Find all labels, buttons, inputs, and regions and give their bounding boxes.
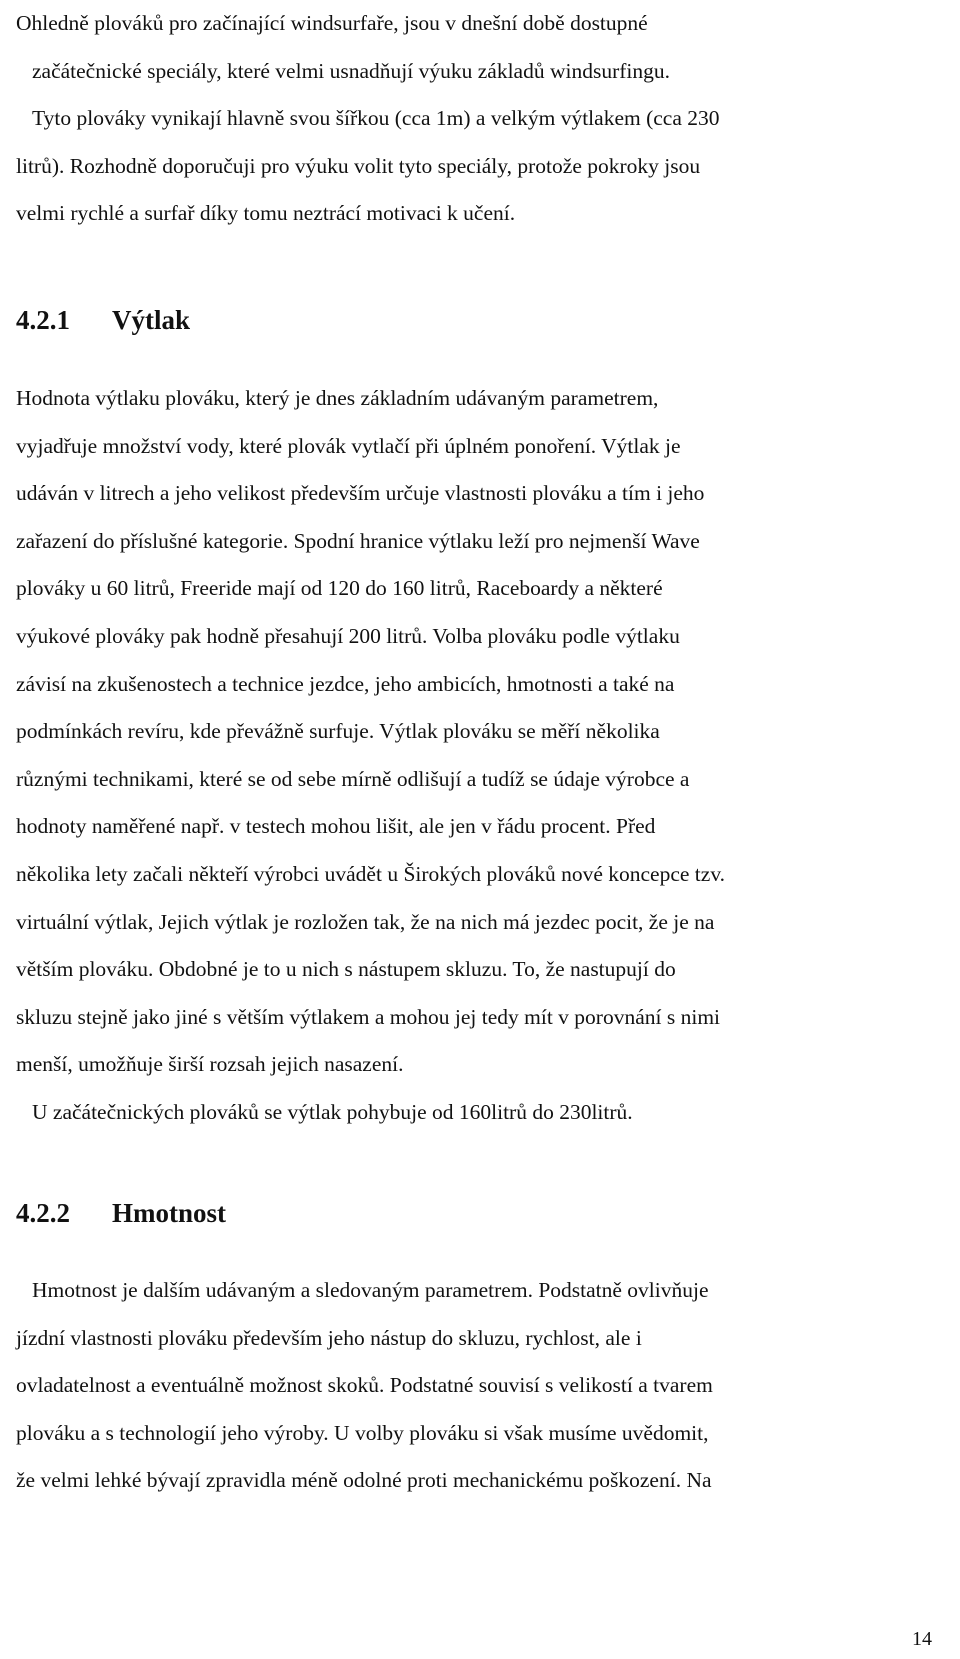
text-line: větším plováku. Obdobné je to u nich s nástupem skluzu. To, že nastupují do <box>16 957 676 982</box>
text-line: jízdní vlastnosti plováku především jeho nástup do skluzu, rychlost, ale i <box>16 1325 642 1350</box>
section-number: 4.2.2 <box>16 1198 70 1228</box>
section-heading-weight <box>16 1198 226 1229</box>
text-line: výukové plováky pak hodně přesahují 200 litrů. Volba plováku podle výtlaku <box>16 623 680 648</box>
text-line: Tyto plováky vynikají hlavně svou šířkou (cca 1m) a velkým výtlakem (cca 230 <box>32 106 720 131</box>
text-line: litrů). Rozhodně doporučuji pro výuku volit tyto speciály, protože pokroky jsou <box>16 153 701 178</box>
text-line: začátečnické speciály, které velmi usnadňují výuku základů windsurfingu. <box>32 58 671 83</box>
text-line: zařazení do příslušné kategorie. Spodní hranice výtlaku leží pro nejmenší Wave <box>16 528 700 553</box>
volume-paragraph <box>16 375 951 1137</box>
intro-paragraph <box>16 0 951 238</box>
text-line: udáván v litrech a jeho velikost především určuje vlastnosti plováku a tím i jeho <box>16 481 705 506</box>
text-line: velmi rychlé a surfař díky tomu neztrácí motivaci k učení. <box>16 201 516 226</box>
text-line: menší, umožňuje širší rozsah jejich nasazení. <box>16 1052 404 1077</box>
text-line: hodnoty naměřené např. v testech mohou lišit, ale jen v řádu procent. Před <box>16 814 656 839</box>
section-number: 4.2.1 <box>16 305 70 335</box>
text-line: Hodnota výtlaku plováku, který je dnes základním udávaným parametrem, <box>16 386 659 410</box>
text-line: závisí na zkušenostech a technice jezdce, jeho ambicích, hmotnosti a také na <box>16 671 675 696</box>
text-line: skluzu stejně jako jiné s větším výtlakem a mohou jej tedy mít v porovnání s nimi <box>16 1004 721 1029</box>
text-line: plováky u 60 litrů, Freeride mají od 120 do 160 litrů, Raceboardy a některé <box>16 576 663 601</box>
section-title: Výtlak <box>112 305 191 335</box>
text-line: virtuální výtlak, Jejich výtlak je rozložen tak, že na nich má jezdec pocit, že je na <box>16 909 715 934</box>
section-heading-volume <box>16 305 190 336</box>
text-line: několika lety začali někteří výrobci uvádět u Širokých plováků nové koncepce tzv. <box>16 861 726 886</box>
text-line: Ohledně plováků pro začínající windsurfaře, jsou v dnešní době dostupné <box>16 11 648 35</box>
text-line: že velmi lehké bývají zpravidla méně odolné proti mechanickému poškození. Na <box>16 1468 712 1493</box>
weight-paragraph <box>16 1267 951 1505</box>
section-title: Hmotnost <box>112 1198 226 1228</box>
text-line: různými technikami, které se od sebe mírně odlišují a tudíž se údaje výrobce a <box>16 766 690 791</box>
text-line: ovladatelnost a eventuálně možnost skoků. Podstatné souvisí s velikostí a tvarem <box>16 1373 713 1398</box>
text-line: Hmotnost je dalším udávaným a sledovaným parametrem. Podstatně ovlivňuje <box>32 1278 709 1302</box>
text-line: vyjadřuje množství vody, které plovák vytlačí při úplném ponoření. Výtlak je <box>16 433 681 458</box>
page-number: 14 <box>912 1628 932 1650</box>
text-line: U začátečnických plováků se výtlak pohybuje od 160litrů do 230litrů. <box>32 1099 633 1124</box>
text-line: podmínkách revíru, kde převážně surfuje. Výtlak plováku se měří několika <box>16 719 660 744</box>
text-line: plováku a s technologií jeho výroby. U volby plováku si však musíme uvědomit, <box>16 1420 709 1445</box>
